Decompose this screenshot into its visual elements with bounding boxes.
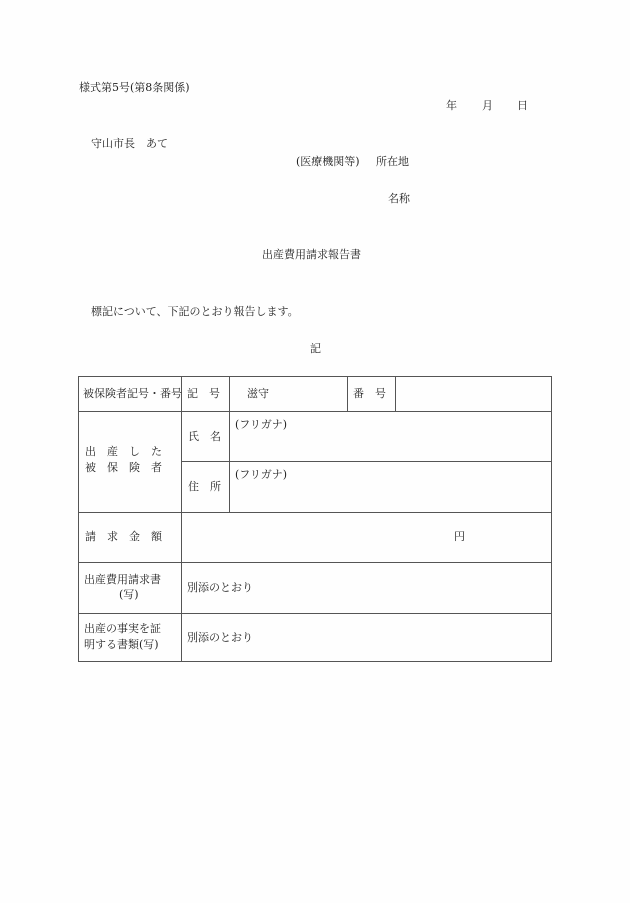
number-value[interactable] — [401, 387, 547, 401]
proof-label-1: 出産の事実を証 — [84, 622, 161, 635]
proof-value: 別添のとおり — [187, 631, 253, 644]
invoice-value: 別添のとおり — [187, 581, 253, 594]
claim-amount-label: 請 求 金 額 — [85, 530, 162, 543]
name-label: 名称 — [388, 192, 410, 205]
invoice-label-1: 出産費用請求書 — [84, 573, 161, 586]
document-title: 出産費用請求報告書 — [262, 248, 361, 261]
report-table — [78, 376, 552, 662]
symbol-label: 記 号 — [187, 387, 220, 400]
form-number: 様式第5号(第8条関係) — [79, 81, 190, 94]
address-label: 住 所 — [188, 480, 221, 493]
name-furigana[interactable]: (フリガナ) — [235, 418, 288, 431]
date-day: 日 — [517, 99, 528, 112]
symbol-value[interactable]: 滋守 — [247, 387, 269, 400]
location-label: 所在地 — [376, 155, 409, 168]
intro-text: 標記について、下記のとおり報告します。 — [91, 305, 299, 318]
insured-id-label: 被保険者記号・番号 — [83, 387, 182, 400]
name-label: 氏 名 — [188, 430, 221, 443]
date-month: 月 — [482, 99, 493, 112]
invoice-label-2: (写) — [119, 588, 139, 601]
date-year: 年 — [446, 99, 457, 112]
addressee: 守山市長 あて — [91, 137, 168, 150]
ki-label: 記 — [310, 342, 321, 355]
insured-person-label-1: 出 産 し た — [85, 445, 162, 458]
number-label: 番 号 — [353, 387, 386, 400]
insured-person-label-2: 被 保 険 者 — [85, 461, 162, 474]
proof-label-2: 明する書類(写) — [84, 638, 159, 651]
org-label: (医療機関等) — [296, 155, 360, 168]
address-furigana[interactable]: (フリガナ) — [235, 468, 288, 481]
claim-amount-unit: 円 — [454, 530, 465, 543]
